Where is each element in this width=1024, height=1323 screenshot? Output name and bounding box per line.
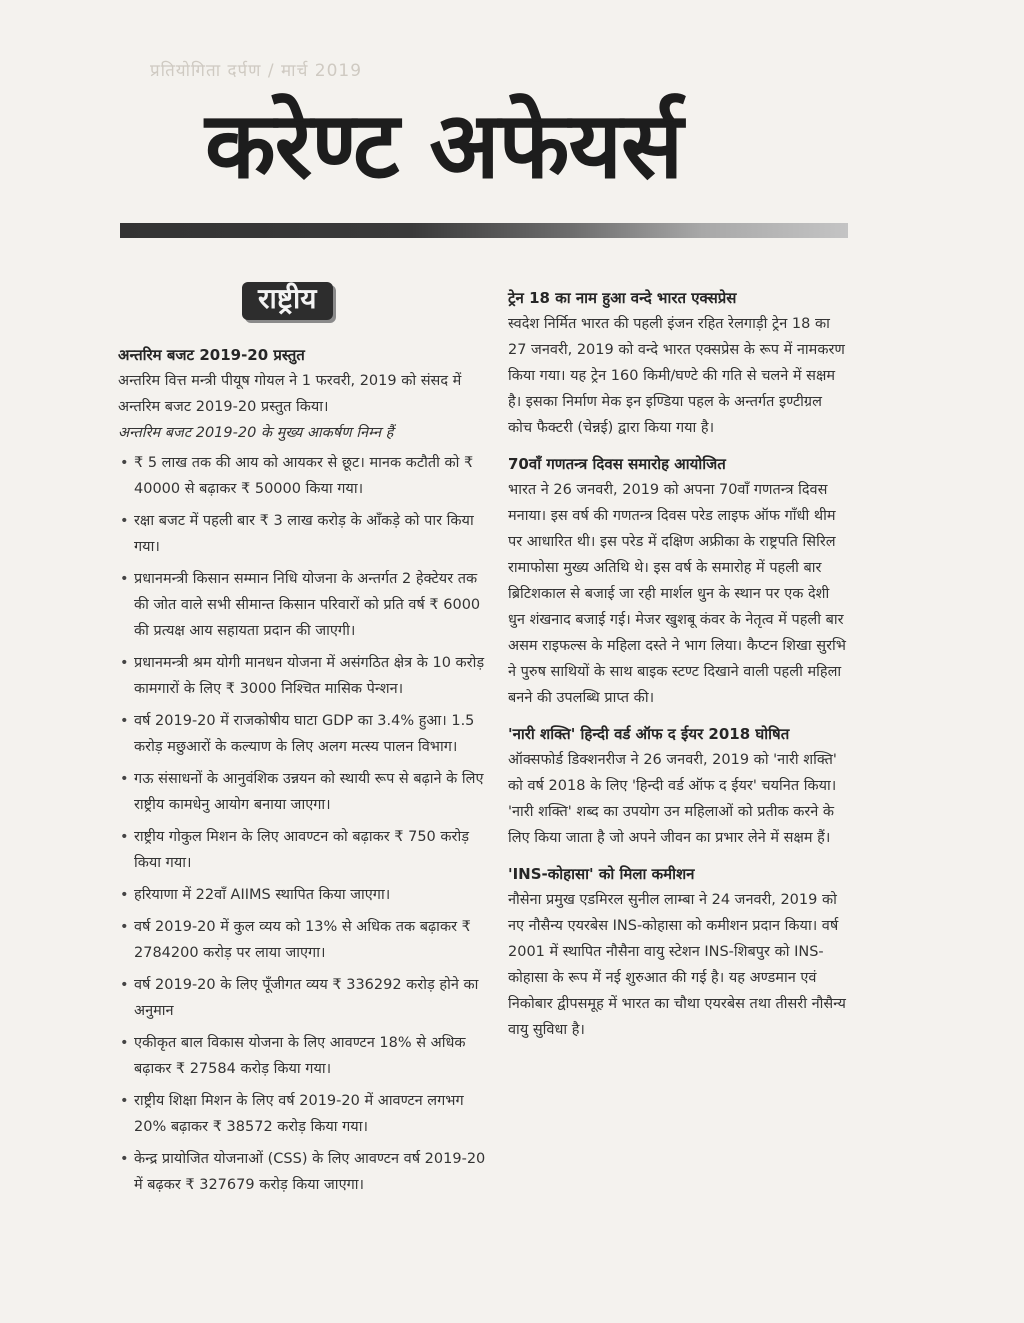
right-column (508, 285, 848, 1053)
news-body: ऑक्सफोर्ड डिक्शनरीज ने 26 जनवरी, 2019 को 'नारी शक्ति' को वर्ष 2018 के लिए 'हिन्दी वर्ड ऑफ द ईयर' चयनित किया। 'नारी शक्ति' शब्द का उपयोग उन महिलाओं को प्रतीक करने के लिए किया जाता है जो अपने जीवन का प्रभार लेने में सक्षम हैं। (508, 752, 837, 846)
list-item: • ₹ 5 लाख तक की आय को आयकर से छूट। मानक कटौती को ₹ 40000 से बढ़ाकर ₹ 50000 किया गया। (118, 450, 490, 502)
news-body: स्वदेश निर्मित भारत की पहली इंजन रहित रेलगाड़ी ट्रेन 18 का 27 जनवरी, 2019 को वन्दे भारत एक्सप्रेस के रूप में नामकरण किया गया। यह ट्रेन 160 किमी/घण्टे की गति से चलने में सक्षम है। इसका निर्माण मेक इन इण्डिया पहल के अन्तर्गत इण्टीग्रल कोच फैक्टरी (चेन्नई) द्वारा किया गया है। (508, 316, 845, 436)
list-item: • राष्ट्रीय गोकुल मिशन के लिए आवण्टन को बढ़ाकर ₹ 750 करोड़ किया गया। (118, 824, 490, 876)
highlights-intro: अन्तरिम बजट 2019-20 के मुख्य आकर्षण निम्न हैं (118, 425, 394, 441)
title-rule (120, 223, 848, 238)
list-item: • वर्ष 2019-20 में कुल व्यय को 13% से अधिक तक बढ़ाकर ₹ 2784200 करोड़ पर लाया जाएगा। (118, 914, 490, 966)
news-section (508, 451, 848, 711)
news-body: नौसेना प्रमुख एडमिरल सुनील लाम्बा ने 24 जनवरी, 2019 को नए नौसैन्य एयरबेस INS-कोहासा को कमीशन प्रदान किया। वर्ष 2001 में स्थापित नौसैना वायु स्टेशन INS-शिबपुर को INS-कोहासा के रूप में नई शुरुआत की गई है। यह अण्डमान एवं निकोबार द्वीपसमूह में भारत का चौथा एयरबेस तथा तीसरी नौसैन्य वायु सुविधा है। (508, 892, 846, 1038)
list-item: • गऊ संसाधनों के आनुवंशिक उन्नयन को स्थायी रूप से बढ़ाने के लिए राष्ट्रीय कामधेनु आयोग बनाया जाएगा। (118, 766, 490, 818)
news-heading: 'INS-कोहासा' को मिला कमीशन (508, 865, 695, 883)
list-item: • केन्द्र प्रायोजित योजनाओं (CSS) के लिए आवण्टन वर्ष 2019-20 में बढ़कर ₹ 327679 करोड़ किया जाएगा। (118, 1146, 490, 1198)
article-intro: अन्तरिम वित्त मन्त्री पीयूष गोयल ने 1 फरवरी, 2019 को संसद में अन्तरिम बजट 2019-20 प्रस्तुत किया। (118, 373, 462, 415)
section-badge-wrap (118, 282, 490, 320)
list-item: • एकीकृत बाल विकास योजना के लिए आवण्टन 18% से अधिक बढ़ाकर ₹ 27584 करोड़ किया गया। (118, 1030, 490, 1082)
left-column (118, 282, 490, 1204)
news-heading: 'नारी शक्ति' हिन्दी वर्ड ऑफ द ईयर 2018 घोषित (508, 725, 790, 743)
news-section (508, 721, 848, 851)
section-badge: राष्ट्रीय (242, 282, 333, 320)
article-heading: अन्तरिम बजट 2019-20 प्रस्तुत (118, 346, 305, 364)
news-heading: 70वाँ गणतन्त्र दिवस समारोह आयोजित (508, 455, 726, 473)
list-item: • वर्ष 2019-20 के लिए पूँजीगत व्यय ₹ 336292 करोड़ होने का अनुमान (118, 972, 490, 1024)
highlights-list (118, 450, 490, 1198)
list-item: • रक्षा बजट में पहली बार ₹ 3 लाख करोड़ के आँकड़े को पार किया गया। (118, 508, 490, 560)
list-item: • राष्ट्रीय शिक्षा मिशन के लिए वर्ष 2019-20 में आवण्टन लगभग 20% बढ़ाकर ₹ 38572 करोड़ किया गया। (118, 1088, 490, 1140)
page-title: करेण्ट अफेयर्स (205, 92, 683, 199)
list-item: • वर्ष 2019-20 में राजकोषीय घाटा GDP का 3.4% हुआ। 1.5 करोड़ मछुआरों के कल्याण के लिए अलग मत्स्य पालन विभाग। (118, 708, 490, 760)
list-item: • प्रधानमन्त्री श्रम योगी मानधन योजना में असंगठित क्षेत्र के 10 करोड़ कामगारों के लिए ₹ 3000 निश्चित मासिक पेन्शन। (118, 650, 490, 702)
news-section (508, 861, 848, 1043)
list-item: • प्रधानमन्त्री किसान सम्मान निधि योजना के अन्तर्गत 2 हेक्टेयर तक की जोत वाले सभी सीमान्त किसान परिवारों को प्रति वर्ष ₹ 6000 की प्रत्यक्ष आय सहायता प्रदान की जाएगी। (118, 566, 490, 644)
list-item: • हरियाणा में 22वाँ AIIMS स्थापित किया जाएगा। (118, 882, 490, 908)
news-heading: ट्रेन 18 का नाम हुआ वन्दे भारत एक्सप्रेस (508, 289, 737, 307)
news-section (508, 285, 848, 441)
news-body: भारत ने 26 जनवरी, 2019 को अपना 70वाँ गणतन्त्र दिवस मनाया। इस वर्ष की गणतन्त्र दिवस परेड लाइफ ऑफ गाँधी थीम पर आधारित थी। इस परेड में दक्षिण अफ्रीका के राष्ट्रपति सिरिल रामाफोसा मुख्य अतिथि थे। इस वर्ष के समारोह में पहली बार ब्रिटिशकाल से बजाई जा रही मार्शल धुन के स्थान पर एक देशी धुन शंखनाद बजाई गई। मेजर खुशबू कंवर के नेतृत्व में पहली बार असम राइफल्स के महिला दस्ते ने भाग लिया। कैप्टन शिखा सुरभि ने पुरुष साथियों के साथ बाइक स्टण्ट दिखाने वाली पहली महिला बनने की उपलब्धि प्राप्त की। (508, 482, 846, 706)
faint-page-header: प्रतियोगिता दर्पण / मार्च 2019 (150, 61, 363, 81)
